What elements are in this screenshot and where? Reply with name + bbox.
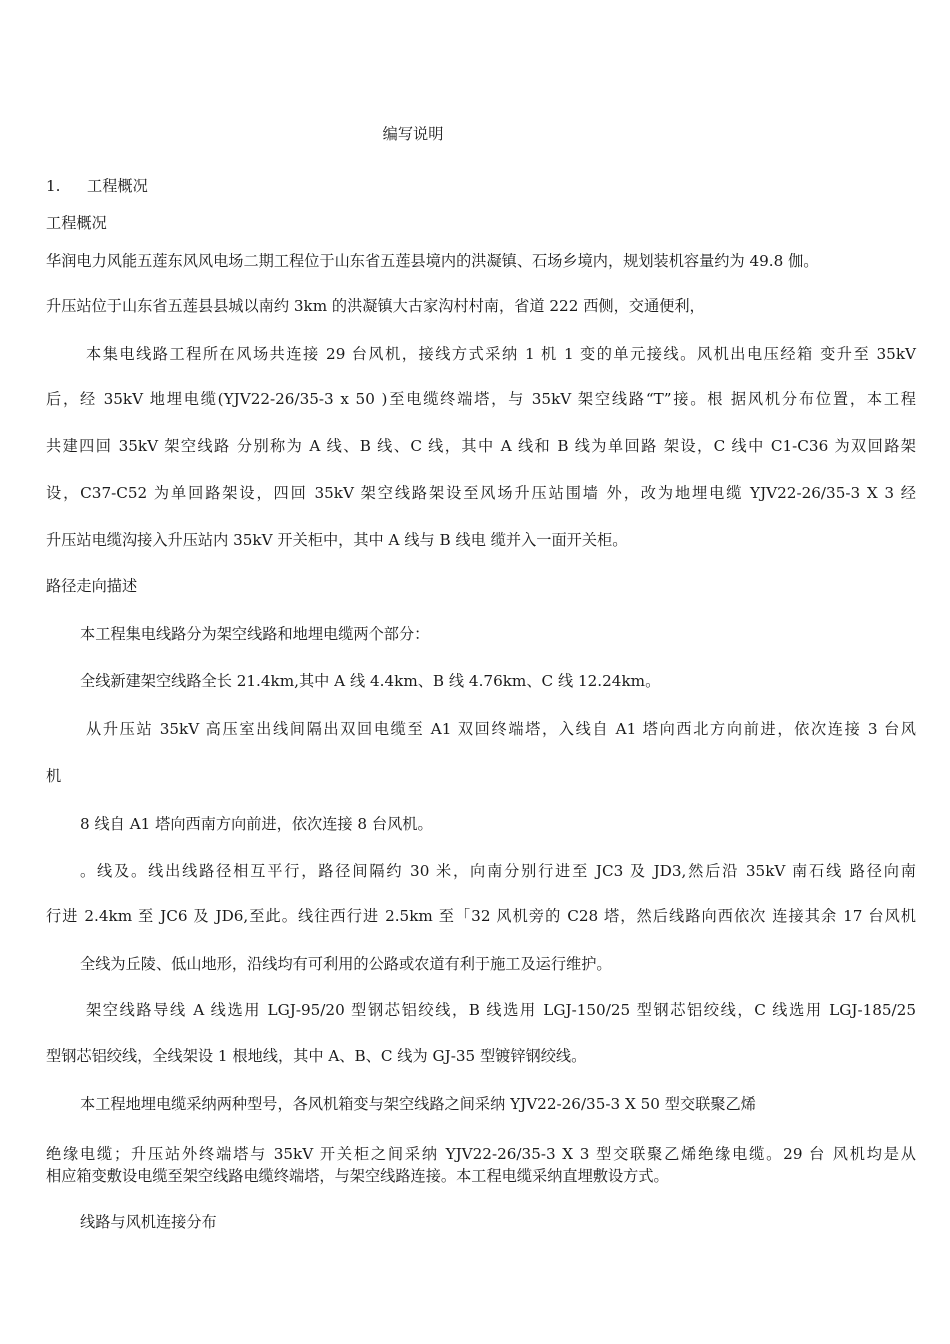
paragraph-line: 升压站电缆沟接入升压站内 35kV 开关柜中，其中 A 线与 B 线电 缆并入一面开关柜。 (46, 531, 628, 549)
paragraph-line: 相应箱变敷设电缆至架空线路电缆终端塔，与架空线路连接。本工程电缆采纳直埋敷设方式。 (46, 1167, 669, 1185)
section-title: 工程概况 (87, 177, 148, 195)
paragraph-line: 行进 2.4km 至 JC6 及 JD6,至此。线往西行进 2.5km 至「32 风机旁的 C28 塔，然后线路向西依次 连接其余 17 台风机 (46, 907, 916, 925)
section-heading-route: 路径走向描述 (46, 577, 138, 595)
paragraph-line: 本工程地埋电缆采纳两种型号，各风机箱变与架空线路之间采纳 YJV22-26/35-3 X 50 型交联聚乙烯 (80, 1095, 756, 1113)
paragraph-line: 华润电力风能五莲东风风电场二期工程位于山东省五莲县境内的洪凝镇、石场乡境内，规划装机容量约为 49.8 伽。 (46, 252, 819, 270)
page-title: 编写说明 (382, 125, 444, 143)
paragraph-line: 本工程集电线路分为架空线路和地埋电缆两个部分： (80, 625, 430, 643)
paragraph-line: 后，经 35kV 地埋电缆(YJV22-26/35-3 x 50 )至电缆终端塔，与 35kV 架空线路“T”接。根 据风机分布位置，本工程 (46, 390, 916, 408)
paragraph-line: 绝缘电缆；升压站外终端塔与 35kV 开关柜之间采纳 YJV22-26/35-3 X 3 型交联聚乙烯绝缘电缆。29 台 风机均是从 (46, 1145, 916, 1163)
paragraph-line: 机 (46, 767, 62, 785)
paragraph-line: 全线新建架空线路全长 21.4km,其中 A 线 4.4km、B 线 4.76km、C 线 12.24km。 (80, 672, 661, 690)
paragraph-line: 8 线自 A1 塔向西南方向前进，依次连接 8 台风机。 (80, 815, 433, 833)
paragraph-line: 共建四回 35kV 架空线路 分别称为 A 线、B 线、C 线，其中 A 线和 B 线为单回路 架设，C 线中 C1-C36 为双回路架 (46, 437, 916, 455)
section-heading-distribution: 线路与风机连接分布 (80, 1213, 217, 1231)
paragraph-line: 型钢芯铝绞线，全线架设 1 根地线，其中 A、B、C 线为 GJ-35 型镀锌钢绞线。 (46, 1047, 587, 1065)
section-number: 1. (46, 177, 61, 195)
paragraph-line: 升压站位于山东省五莲县县城以南约 3km 的洪凝镇大古家沟村村南，省道 222 西侧，交通便利， (46, 297, 705, 315)
paragraph-line: 设，C37-C52 为单回路架设，四回 35kV 架空线路架设至风场升压站围墙 外，改为地埋电缆 YJV22-26/35-3 X 3 经 (46, 484, 916, 502)
sub-heading: 工程概况 (46, 214, 107, 232)
paragraph-line: 全线为丘陵、低山地形，沿线均有可利用的公路或农道有利于施工及运行维护。 (80, 955, 612, 973)
paragraph-line: 本集电线路工程所在风场共连接 29 台风机，接线方式采纳 1 机 1 变的单元接线。风机出电压经箱 变升至 35kV (86, 345, 916, 363)
paragraph-line: 从升压站 35kV 高压室出线间隔出双回电缆至 A1 双回终端塔，入线自 A1 塔向西北方向前进，依次连接 3 台风 (86, 720, 916, 738)
paragraph-line: 。线及。线出线路径相互平行，路径间隔约 30 米，向南分别行进至 JC3 及 JD3,然后沿 35kV 南石线 路径向南 (80, 862, 916, 880)
paragraph-line: 架空线路导线 A 线选用 LGJ-95/20 型钢芯铝绞线，B 线选用 LGJ-150/25 型钢芯铝绞线，C 线选用 LGJ-185/25 (86, 1001, 916, 1019)
